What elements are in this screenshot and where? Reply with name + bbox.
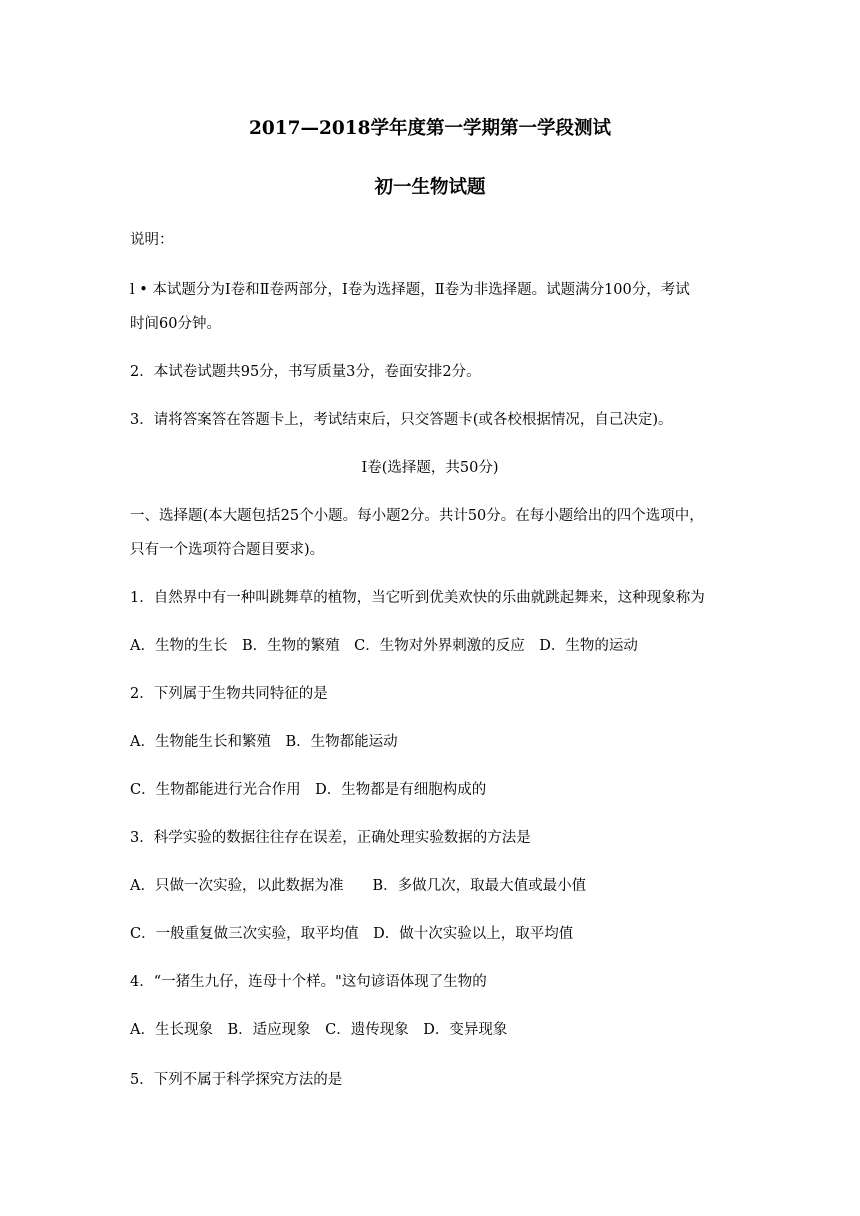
exam-subtitle: 初一生物试题 bbox=[374, 177, 486, 198]
question-3-options-2: C．一般重复做三次实验，取平均值 D．做十次实验以上，取平均值 bbox=[130, 926, 574, 942]
question-2: 2．下列属于生物共同特征的是 bbox=[130, 686, 328, 702]
question-2-options-1: A．生物能生长和繁殖 B．生物都能运动 bbox=[130, 734, 398, 750]
instruction-item-1-line-1: l • 本试题分为Ⅰ卷和Ⅱ卷两部分，Ⅰ卷为选择题，Ⅱ卷为非选择题。试题满分100分，考试 bbox=[130, 282, 690, 298]
instruction-item-1-line-2: 时间60分钟。 bbox=[130, 316, 221, 332]
instruction-item-3: 3．请将答案答在答题卡上，考试结束后，只交答题卡(或各校根据情况，自己决定)。 bbox=[130, 412, 673, 428]
question-3: 3．科学实验的数据往往存在误差，正确处理实验数据的方法是 bbox=[130, 830, 531, 846]
instructions-heading: 说明： bbox=[130, 232, 174, 248]
question-4-options: A．生长现象 B．适应现象 C．遗传现象 D．变异现象 bbox=[130, 1022, 508, 1038]
section-1-intro-line-2: 只有一个选项符合题目要求)。 bbox=[130, 542, 325, 558]
section-1-title: Ⅰ卷(选择题，共50分) bbox=[361, 460, 499, 476]
question-1: 1．自然界中有一种叫跳舞草的植物，当它听到优美欢快的乐曲就跳起舞来，这种现象称为 bbox=[130, 590, 705, 606]
section-1-intro-line-1: 一、选择题(本大题包括25个小题。每小题2分。共计50分。在每小题给出的四个选项中， bbox=[130, 508, 704, 524]
question-2-options-2: C．生物都能进行光合作用 D．生物都是有细胞构成的 bbox=[130, 782, 487, 798]
exam-title: 2017—2018学年度第一学期第一学段测试 bbox=[249, 118, 611, 139]
question-1-options: A．生物的生长 B．生物的繁殖 C．生物对外界刺激的反应 D．生物的运动 bbox=[130, 638, 638, 654]
question-3-options-1: A．只做一次实验，以此数据为准 B．多做几次，取最大值或最小值 bbox=[130, 878, 587, 894]
instruction-item-2: 2．本试卷试题共95分，书写质量3分，卷面安排2分。 bbox=[130, 364, 481, 380]
question-4: 4．“一猪生九仔，连母十个样。"这句谚语体现了生物的 bbox=[130, 974, 487, 990]
question-5: 5．下列不属于科学探究方法的是 bbox=[130, 1072, 343, 1088]
